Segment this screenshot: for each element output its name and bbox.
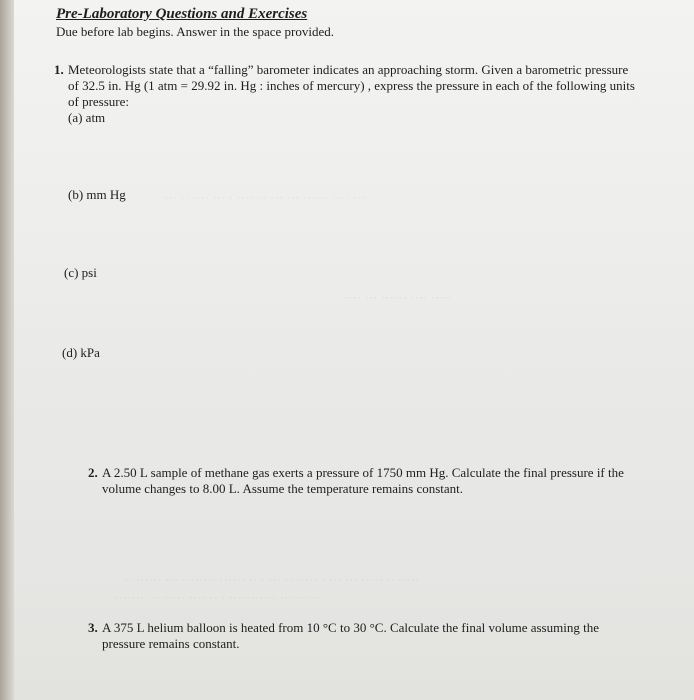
part-d-label: (d) kPa <box>62 345 100 360</box>
bleed-through: ··· ·· ···· ··· · ······· ··· ··· ······ ···· ··· <box>164 190 366 205</box>
question-3 <box>88 620 692 652</box>
part-a-label: (a) atm <box>68 110 106 125</box>
question-text-line: volume changes to 8.00 L. Assume the temperature remains constant. <box>102 481 464 496</box>
worksheet-page <box>14 0 694 700</box>
page-edge-shadow <box>0 0 14 700</box>
bleed-through: ········ ·· ····· ···· ·· · ··········· ·· ···· ·· <box>114 590 321 605</box>
part-c-label: (c) psi <box>64 265 97 280</box>
question-text-line: of 32.5 in. Hg (1 atm = 29.92 in. Hg : inches of mercury) , express the pressure in each of the following units <box>68 78 635 93</box>
question-text-line: Meteorologists state that a “falling” barometer indicates an approaching storm. Given a barometric pressure <box>68 62 629 77</box>
question-text-line: of pressure: <box>68 94 130 109</box>
bleed-through: ···· ··· ······ ···· ····· <box>344 290 453 305</box>
page-title: Pre-Laboratory Questions and Exercises <box>56 6 308 22</box>
question-number: 3. <box>88 620 98 635</box>
question-1 <box>54 62 668 110</box>
question-number: 2. <box>88 465 98 480</box>
question-text-line: A 2.50 L sample of methane gas exerts a pressure of 1750 mm Hg. Calculate the final pressure if the <box>102 465 624 480</box>
due-note: Due before lab begins. Answer in the space provided. <box>56 24 334 39</box>
question-text-line: A 375 L helium balloon is heated from 10 °C to 30 °C. Calculate the final volume assuming the <box>102 620 599 635</box>
question-number: 1. <box>54 62 64 77</box>
question-2 <box>88 465 692 497</box>
part-b-label: (b) mm Hg <box>68 187 126 202</box>
bleed-through: ·· ······ ··· ········ ······ ·· · ··· ·· ····· · ··· ··· ····· ·· ····· <box>124 572 420 587</box>
question-text-line: pressure remains constant. <box>102 636 240 651</box>
